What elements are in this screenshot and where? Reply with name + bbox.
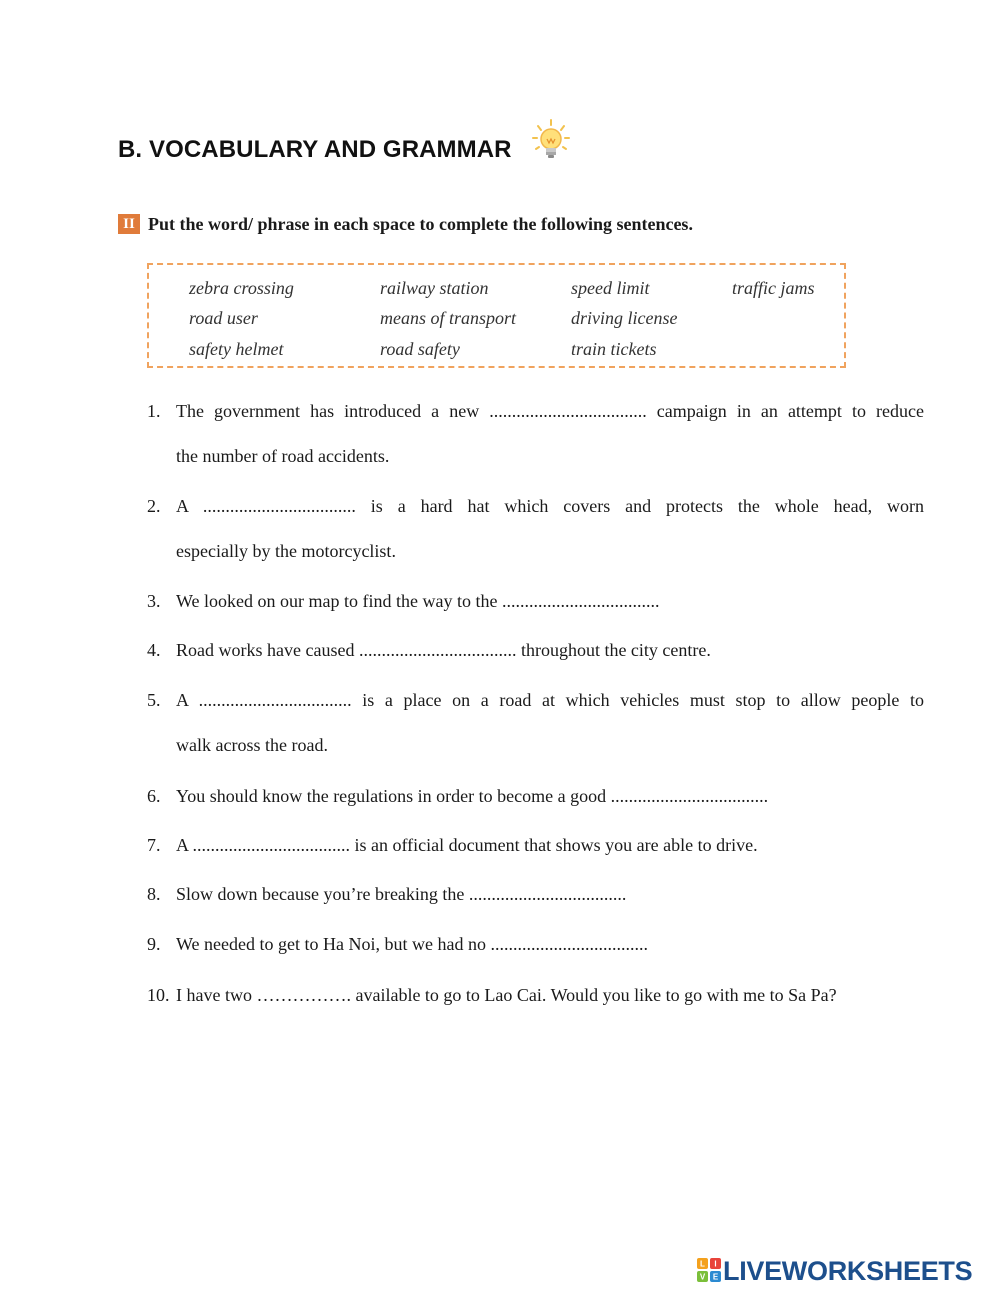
question-text: We looked on our map to find the way to the ................................... <box>176 591 660 611</box>
question-number: 9. <box>147 934 161 954</box>
word-option: zebra crossing <box>189 278 294 298</box>
word-option: driving license <box>571 308 678 328</box>
question-text: I have two ……………. available to go to Lao Cai. Would you like to go with me to Sa Pa? <box>176 985 837 1005</box>
svg-text:V: V <box>699 1272 706 1282</box>
svg-text:L: L <box>700 1259 705 1269</box>
word-option: safety helmet <box>189 339 284 359</box>
question-text: A ................................... is an official document that shows you are able to drive. <box>176 835 758 855</box>
question-number: 3. <box>147 591 161 611</box>
liveworksheets-logo-icon <box>697 1258 721 1282</box>
question-text: The government has introduced a new ................................... campaign in an attempt to reduce <box>176 401 924 421</box>
question-text: the number of road accidents. <box>176 446 390 466</box>
question-number: 6. <box>147 786 161 806</box>
question-number: 2. <box>147 496 161 516</box>
word-option: railway station <box>380 278 489 298</box>
question-number: 8. <box>147 884 161 904</box>
svg-text:I: I <box>714 1259 717 1269</box>
word-option: means of transport <box>380 308 517 328</box>
question-text: especially by the motorcyclist. <box>176 541 396 561</box>
question-number: 4. <box>147 640 161 660</box>
question-text: We needed to get to Ha Noi, but we had no ................................... <box>176 934 648 954</box>
question-number: 5. <box>147 690 161 710</box>
exercise-number-badge: II <box>118 214 140 234</box>
question-text: walk across the road. <box>176 735 328 755</box>
brand-name: LIVEWORKSHEETS <box>723 1256 973 1286</box>
word-option: traffic jams <box>732 278 815 298</box>
question-text: A .................................. is a place on a road at which vehicles must stop to allow people to <box>176 690 924 710</box>
exercise-instruction: Put the word/ phrase in each space to complete the following sentences. <box>148 214 693 234</box>
question-text: Slow down because you’re breaking the ................................... <box>176 884 627 904</box>
section-title: B. VOCABULARY AND GRAMMAR <box>118 136 512 163</box>
question-text: You should know the regulations in order to become a good ................................... <box>176 786 769 806</box>
word-option: road user <box>189 308 258 328</box>
word-box <box>147 263 846 368</box>
svg-text:E: E <box>712 1272 719 1282</box>
lightbulb-icon <box>531 118 571 164</box>
question-number: 7. <box>147 835 161 855</box>
question-text: A .................................. is a hard hat which covers and protects the whole head, worn <box>176 496 924 516</box>
word-option: road safety <box>380 339 460 359</box>
question-number: 10. <box>147 985 170 1005</box>
word-option: train tickets <box>571 339 657 359</box>
question-number: 1. <box>147 401 161 421</box>
word-option: speed limit <box>571 278 650 298</box>
question-text: Road works have caused ................................... throughout the city centre. <box>176 640 711 660</box>
